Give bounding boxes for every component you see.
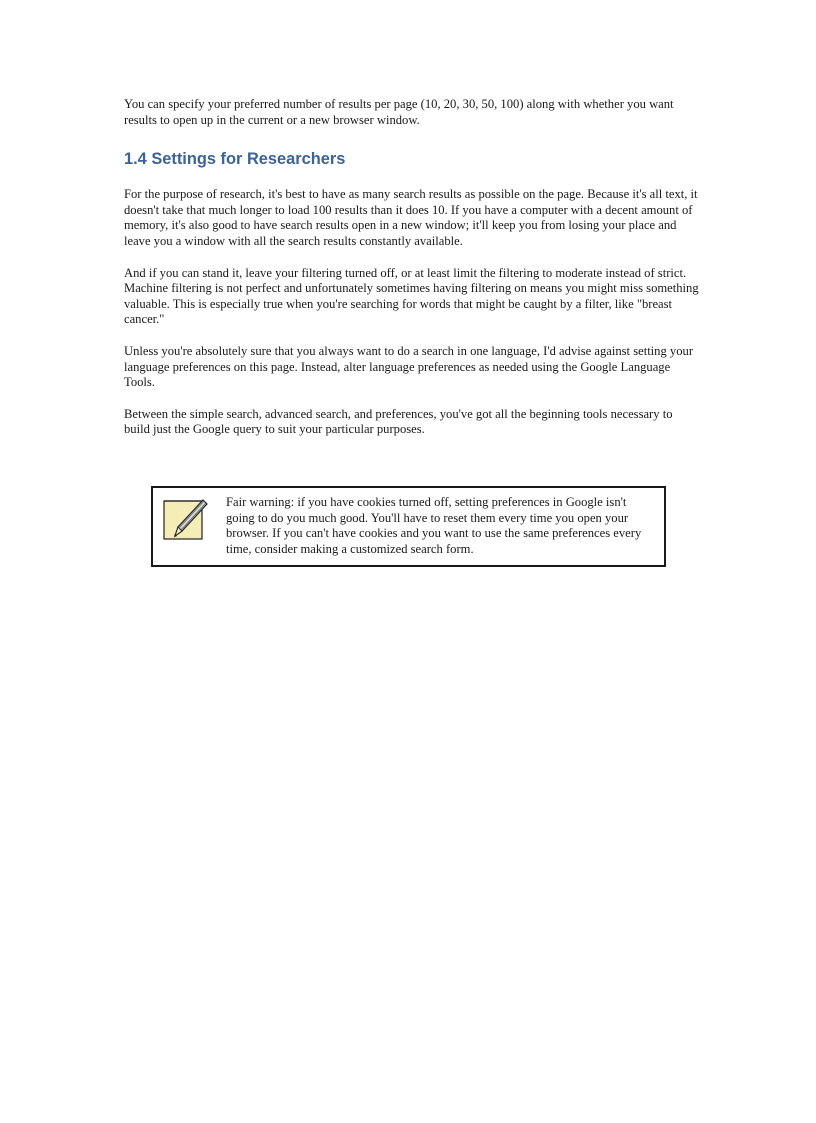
pen-note-icon: [163, 496, 209, 542]
paragraph-research-results: For the purpose of research, it's best to have as many search results as possible on the page. Because it's all text, it doesn't take that much longer to load 100 results than it does 10. If you have a computer with a decent amount of memory, it's also good to have search results open in a new window; it'll keep you from losing your place and leave you a window with all the search results constantly available.: [124, 187, 698, 248]
section-heading: 1.4 Settings for Researchers: [124, 150, 346, 169]
paragraph-language: Unless you're absolutely sure that you always want to do a search in one language, I'd advise against setting your language preferences on this page. Instead, alter language preferences as needed using the Google Language Tools.: [124, 343, 694, 390]
note-box: [151, 486, 666, 567]
paragraph-summary: Between the simple search, advanced search, and preferences, you've got all the beginning tools necessary to build just the Google query to suit your particular purposes.: [124, 406, 673, 437]
document-body: [124, 97, 699, 438]
intro-paragraph: You can specify your preferred number of results per page (10, 20, 30, 50, 100) along with whether you want results to open up in the current or a new browser window.: [124, 97, 674, 127]
paragraph-filtering: And if you can stand it, leave your filtering turned off, or at least limit the filtering to moderate instead of strict. Machine filtering is not perfect and unfortunately sometimes having filtering on means you might miss something valuable. This is especially true when you're searching for words that might be caught by a filter, like "breast cancer.": [124, 265, 699, 327]
note-text: Fair warning: if you have cookies turned off, setting preferences in Google isn't going to do you much good. You'll have to reset them every time you open your browser. If you can't have cookies and you want to use the same preferences every time, consider making a customized search form.: [226, 495, 642, 556]
